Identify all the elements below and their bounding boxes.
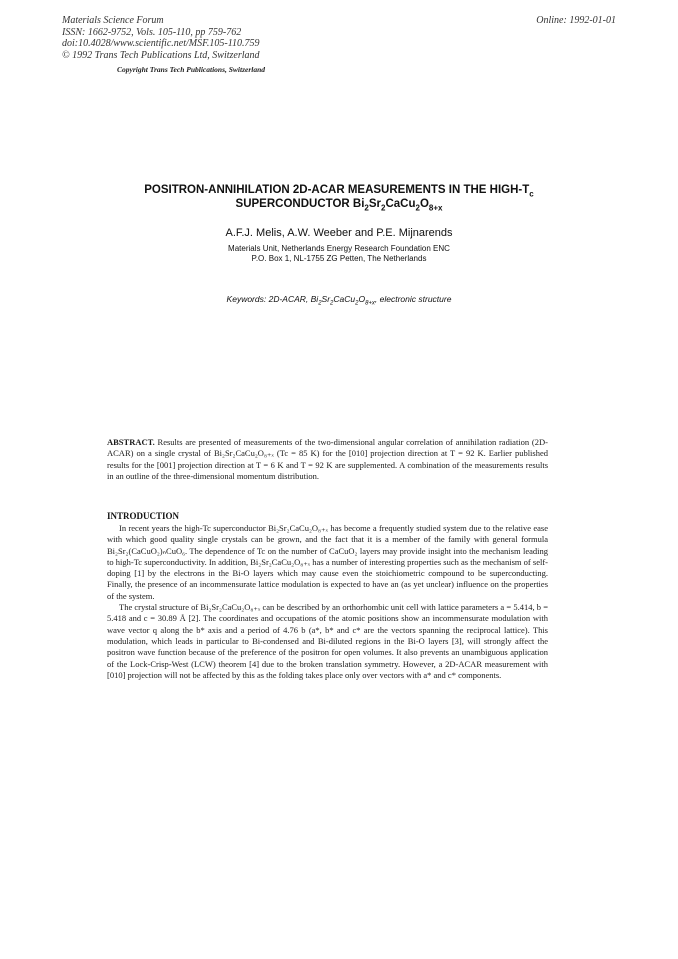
affiliation-line-1: Materials Unit, Netherlands Energy Research Foundation ENC [228,244,450,253]
title-line-2: SUPERCONDUCTOR $Bi_2Sr_2CaCu_2O_{8+x}$ [235,198,443,213]
section-heading-introduction: INTRODUCTION [107,511,180,521]
online-date: Online: 1992-01-01 [536,15,616,26]
affiliation [60,244,618,264]
introduction-body [107,523,548,681]
keywords: Keywords: 2D-ACAR, $Bi_2Sr_2CaCu_2O_{8+x}$, electronic structure [226,294,452,307]
abstract-label: ABSTRACT. [107,437,155,447]
paper-title [60,183,618,211]
journal-name: Materials Science Forum [62,15,164,26]
citation-block [62,15,616,61]
intro-paragraph-2: The crystal structure of Bi₂Sr₂CaCu₂O₈₊ₓ can be described by an orthorhombic unit cell with lattice parameters a = 5.414, b = 5.418 and c = 30.89 Å [2]. The coordinates and occupations of the atomic positions show an incommensurate modulation with wave vector q along the b* axis and a period of 4.76 b (a*, b* and c* are the vectors spanning the reciprocal lattice). This modulation, which leads in particular to Bi-condensed and Bi-diluted regions in the Bi-O layers [3], will strongly affect the positron wave function because of the preference of the positron for open volumes. It also prevents an unambiguous application of the Lock-Crisp-West (LCW) theorem [4] due to the broken translation symmetry. However, a 2D-ACAR measurement with [010] projection will not be affected by this as the folding takes place only over vectors with a* and c* components. [107,602,548,680]
title-line-1: POSITRON-ANNIHILATION 2D-ACAR MEASUREMENTS IN THE HIGH-$T_c$ [144,184,534,199]
issn-line: ISSN: 1662-9752, Vols. 105-110, pp 759-762 [62,26,242,38]
authors: A.F.J. Melis, A.W. Weeber and P.E. Mijnarends [225,227,453,239]
doi-line: doi:10.4028/www.scientific.net/MSF.105-110.759 [62,38,260,49]
journal-header [62,15,616,61]
intro-paragraph-1: In recent years the high-Tc superconductor Bi₂Sr₂CaCu₂O₈₊ₓ has become a frequently studied system due to the relative ease with which good quality single crystals can be grown, and the fact that it is a member of the family with general formula Bi₂Sr₂(CaCuO₂)ₙCuO₆. The dependence of Tc on the number of CaCuO₂ layers may provide insight into the mechanism leading to high-Tc superconductivity. In addition, Bi₂Sr₂CaCu₂O₈₊ₓ has a number of interesting properties such as the mechanism of self-doping [1] by the electrons in the Bi-O layers which may cause even the stoichiometric compound to be superconducting. Finally, the presence of an incommensurate lattice modulation is expected to have an (as yet unclear) influence on the properties of the system. [107,523,548,601]
affiliation-line-2: P.O. Box 1, NL-1755 ZG Petten, The Netherlands [251,254,427,263]
copyright-small: Copyright Trans Tech Publications, Switzerland [117,65,266,74]
copyright-line: © 1992 Trans Tech Publications Ltd, Switzerland [62,49,260,61]
abstract-text: Results are presented of measurements of the two-dimensional angular correlation of annihilation radiation (2D-ACAR) on a single crystal of Bi₂Sr₂CaCu₂O₈₊ₓ (Tc = 85 K) for the [010] projection direction at T = 92 K. Earlier published results for the [001] projection direction at T = 6 K and T = 92 K are supplemented. A combination of the measurements results in an outline of the three-dimensional momentum distribution. [107,437,548,481]
abstract [107,437,548,482]
